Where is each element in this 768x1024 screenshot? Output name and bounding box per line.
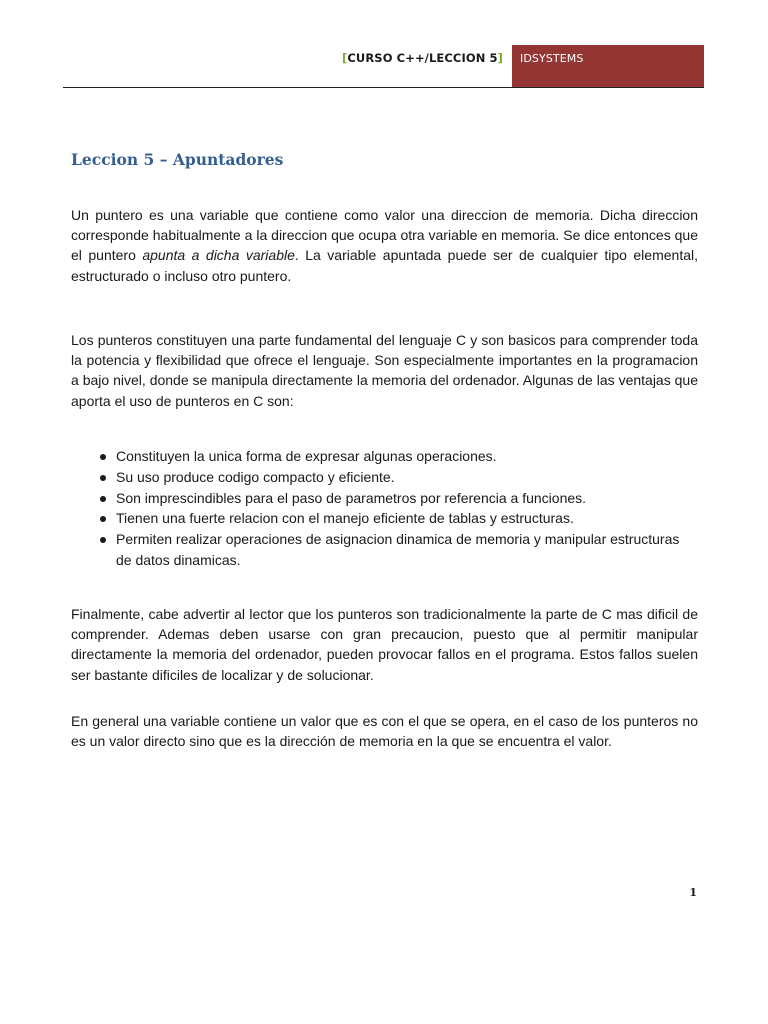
list-item-text: Son imprescindibles para el paso de parametros por referencia a funciones. bbox=[116, 489, 587, 506]
header-divider bbox=[63, 87, 704, 88]
bullet-icon bbox=[100, 475, 106, 481]
paragraph-1-text-a: Un puntero es una variable que contiene como valor una direccion de memoria. Dicha direccion corresponde habitualmente a la direccion que ocupa otra variable en memoria. Se dice entonces que el puntero bbox=[71, 207, 698, 264]
header-course-text: CURSO C++/LECCION 5 bbox=[347, 51, 498, 65]
list-item-text: Tienen una fuerte relacion con el manejo eficiente de tablas y estructuras. bbox=[116, 510, 574, 527]
list-item bbox=[71, 488, 698, 509]
list-item-text: Su uso produce codigo compacto y eficiente. bbox=[116, 468, 395, 485]
paragraph-4: En general una variable contiene un valor que es con el que se opera, en el caso de los punteros no es un valor directo sino que es la dirección de memoria en la que se encuentra el valor. bbox=[71, 713, 698, 750]
list-item bbox=[71, 467, 698, 488]
paragraph-1-emphasis: apunta a dicha variable bbox=[142, 247, 295, 264]
paragraph-1-text-b: . La variable apuntada puede ser de cualquier tipo elemental, estructurado o incluso otro puntero. bbox=[71, 247, 698, 284]
list-item bbox=[71, 446, 698, 467]
header-bracket-open: [ bbox=[342, 51, 348, 65]
bullet-icon bbox=[100, 496, 106, 502]
paragraph-2: Los punteros constituyen una parte fundamental del lenguaje C y son basicos para comprender toda la potencia y flexibilidad que ofrece el lenguaje. Son especialmente importantes en la programacion a bajo nivel, donde se manipula directamente la memoria del ordenador. Algunas de las ventajas que aporta el uso de punteros en C son: bbox=[71, 332, 698, 409]
bullet-icon bbox=[100, 537, 106, 543]
paragraph-1 bbox=[71, 205, 698, 286]
list-item bbox=[71, 529, 698, 571]
list-item-text: Permiten realizar operaciones de asignacion dinamica de memoria y manipular estructuras de datos dinamicas. bbox=[116, 531, 680, 568]
page-number: 1 bbox=[689, 886, 697, 899]
advantages-list bbox=[71, 446, 698, 571]
list-item bbox=[71, 508, 698, 529]
header-course-label bbox=[342, 51, 503, 65]
page-title: Leccion 5 – Apuntadores bbox=[71, 150, 284, 169]
header-company-name: IDSYSTEMS bbox=[520, 52, 584, 65]
header-bracket-close: ] bbox=[497, 51, 503, 65]
paragraph-3: Finalmente, cabe advertir al lector que los punteros son tradicionalmente la parte de C mas dificil de comprender. Ademas deben usarse con gran precaucion, puesto que al permitir manipular directamente la memoria del ordenador, pueden provocar fallos en el programa. Estos fallos suelen ser bastante dificiles de localizar y de solucionar. bbox=[71, 606, 698, 683]
list-item-text: Constituyen la unica forma de expresar algunas operaciones. bbox=[116, 448, 497, 464]
bullet-icon bbox=[100, 516, 106, 522]
header-company-box bbox=[512, 45, 704, 88]
bullet-icon bbox=[100, 454, 106, 460]
